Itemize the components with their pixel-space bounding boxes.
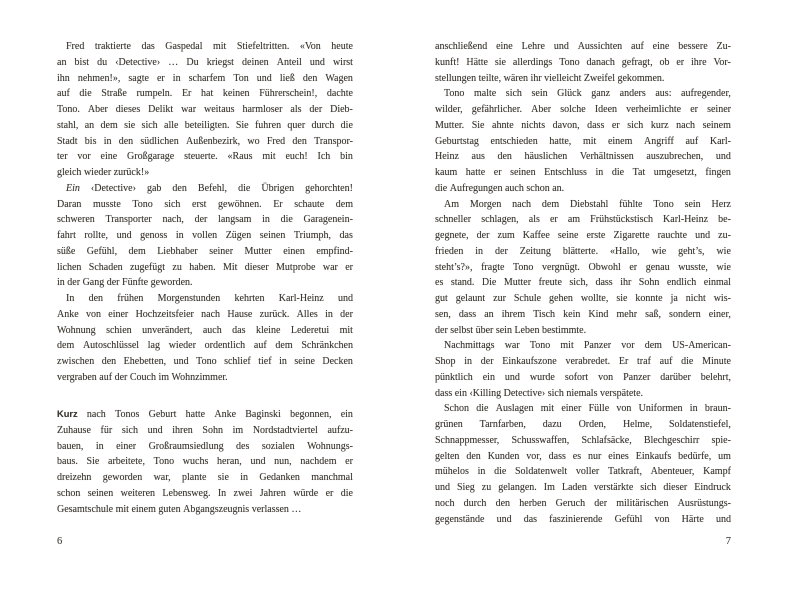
text-line: lichen Schaden zugefügt zu haben. Mit dieser Mutprobe war er xyxy=(57,261,353,273)
text-line: dem Autoschlüssel lag wieder ordentlich auf dem Schränkchen xyxy=(57,340,353,352)
paragraph xyxy=(57,183,353,293)
text-line: Tono malte sich sein Glück ganz anders aus: aufregender, xyxy=(444,88,731,100)
text-line: Zuhause für sich und ihren Sohn im Nordstadtviertel aufzu- xyxy=(57,424,353,436)
text-line: Stadt bis in den südlichen Außenbezirk, wo Fred den Transpor- xyxy=(57,135,353,147)
text-line: die Aufregungen auch schon an. xyxy=(435,182,565,194)
paragraph xyxy=(57,409,353,519)
text-line: stahl, an dem sie sich alle beteiligten. Sie fuhren quer durch die xyxy=(57,119,353,131)
text-line: grünen Tarnfarben, dazu Orden, Helme, Soldatenstiefel, xyxy=(435,419,731,430)
text-line: in der Gang der Fünfte geworden. xyxy=(57,277,193,289)
text-line: Fred traktierte das Gaspedal mit Stiefeltritten. «Von heute xyxy=(66,41,353,52)
text-line: Geburtstag entschieden hatte, mit einem Angriff auf Karl- xyxy=(435,135,731,147)
text-line: Mutter. Sie ahnte nichts davon, dass er sich kurz nach seinem xyxy=(435,119,731,131)
text-line: schon seinen weiteren Lebensweg. In zwei Jahren würde er die xyxy=(57,487,353,499)
text-line: Schnappmesser, Schusswaffen, Schlafsäcke, Blechgeschirr spie- xyxy=(435,434,731,446)
paragraph xyxy=(435,41,731,88)
text-line: gleich wieder zurück!» xyxy=(57,167,150,178)
text-line: Schon die Auslagen mit einer Fülle von Uniformen in braun- xyxy=(444,403,731,415)
text-line: fahrt rollte, und genoss in vollen Zügen seinen Triumph, das xyxy=(57,230,353,241)
paragraph xyxy=(435,403,731,529)
text-line: schneller schlagen, als er am Frühstückstisch Karl-Heinz be- xyxy=(435,214,731,226)
lead-word: Kurz xyxy=(57,409,78,419)
text-line: Wohnung schien unverändert, auch das kleine Lederetui mit xyxy=(57,324,353,336)
text-line: bauen, in einer Großraumsiedlung des sozialen Wohnungs- xyxy=(57,440,353,452)
text-line: wilder, gefährlicher. Aber solche Ideen verheimlichte er seiner xyxy=(435,104,731,115)
text-line: Anke von einer Hochzeitsfeier nach Hause zurück. Alles in der xyxy=(57,308,353,320)
text-line: Gesamtschule mit einem guten Abgangszeugnis verlassen … xyxy=(57,503,302,515)
text-line: Nachmittags war Tono mit Panzer vor dem US-American- xyxy=(444,340,731,352)
text-line: Shop in der Einkaufszone verabredet. Er traf auf die Minute xyxy=(435,356,731,367)
paragraph xyxy=(435,340,731,403)
text-line: vergraben auf der Couch im Wohnzimmer. xyxy=(57,371,228,383)
text-line: der selbst über sein Leben bestimmte. xyxy=(435,324,587,336)
text-line: Tono. Aber dieses Delikt war weitaus harmloser als der Dieb- xyxy=(57,104,353,115)
paragraph xyxy=(435,199,731,341)
text-line: In den frühen Morgenstunden kehrten Karl-Heinz und xyxy=(66,293,353,304)
text-line: und Sieg zu gelangen. Im Laden verstärkte sich dieser Eindruck xyxy=(435,482,731,493)
text-line: kunft! Hätte sie allerdings Tono danach gefragt, ob er ihre Vor- xyxy=(435,56,731,68)
text-line: stellungen teilte, wären ihr vielleicht Zweifel gekommen. xyxy=(435,72,665,84)
text-line: an bist du ‹Detective› … Du kriegst deinen Anteil und wirst xyxy=(57,56,353,68)
text-line: dreizehn geworden war, plante sie in Gedanken manchmal xyxy=(57,472,353,483)
page-number-left: 6 xyxy=(57,536,63,547)
text-line: kaum hatte er seinen Entschluss in die Tat umgesetzt, fingen xyxy=(435,167,731,178)
text-line: gegnete, der zum Kaffee seine erste Zigarette rauchte und zu- xyxy=(435,230,731,241)
text-line: zwischen den Ehebetten, und Tono schlief tief in seine Decken xyxy=(57,356,353,367)
text-line: pünktlich ein und wurde sofort von Panzer darüber belehrt, xyxy=(435,371,731,383)
text-line: frieden in der Zeitung blätterte. «Hallo, wie geht’s, wie xyxy=(435,245,731,257)
text-line: gelten den Kunden vor, dass es nur eines Einkaufs bedürfe, um xyxy=(435,450,731,462)
text-line: ter vor eine Großgarage steuerte. «Raus mit euch! Ich bin xyxy=(57,151,353,163)
page-7-text xyxy=(435,41,731,529)
text-line: baus. Sie arbeitete, Tono wuchs heran, und nun, nachdem er xyxy=(57,456,353,468)
page-number-right: 7 xyxy=(725,536,731,547)
page-6-text xyxy=(57,41,353,519)
text-line: anschließend eine Lehre und Aussichten auf eine bessere Zu- xyxy=(435,41,731,52)
text-line: süße Gefühl, dem Liebhaber seiner Mutter einen empfind- xyxy=(57,245,353,257)
lead-word: Ein xyxy=(66,182,80,194)
text-line: Kurz nach Tonos Geburt hatte Anke Baginski begonnen, ein xyxy=(57,409,353,425)
text-line: gut gelaunt zur Schule gehen wollte, sie konnte ja nicht wis- xyxy=(435,293,731,304)
paragraph xyxy=(57,41,353,183)
text-line: steht’s?», fragte Tono vergnügt. Obwohl er genau wusste, wie xyxy=(435,261,731,273)
text-line: schweren Transporter nach, der langsam in die Garagenein- xyxy=(57,214,353,226)
text-line: auf die Straße rumpeln. Er hat keinen Führerschein!, dachte xyxy=(57,88,353,100)
text-line: Daran musste Tono sich erst gewöhnen. Er schaute dem xyxy=(57,198,353,210)
text-line: dass ein ‹Killing Detective› sich niemals verspätete. xyxy=(435,387,644,399)
text-line: Ein ‹Detective› gab den Befehl, die Übrigen gehorchten! xyxy=(57,183,353,199)
text-line: es stand. Die Mutter freute sich, dass ihr Sohn endlich einmal xyxy=(435,277,731,289)
text-line: sen, dass an ihrem Tisch kein Kind mehr saß, sondern einer, xyxy=(435,308,731,320)
text-line: ihn nehmen!», sagte er in scharfem Ton und ließ den Wagen xyxy=(57,72,353,84)
text-line: noch durch den herben Geruch der militärischen Ausrüstungs- xyxy=(435,497,731,509)
text-line: mühelos in die Soldatenwelt voller Tatkraft, Abenteuer, Kampf xyxy=(435,466,731,478)
paragraph xyxy=(435,88,731,198)
text-line: gegenstände und das faszinierende Gefühl von Härte und xyxy=(435,513,731,525)
text-line: Am Morgen nach dem Diebstahl fühlte Tono sein Herz xyxy=(444,198,731,210)
paragraph xyxy=(57,293,353,388)
text-line: Heinz aus den häuslichen Verhältnissen auszubrechen, und xyxy=(435,151,731,163)
